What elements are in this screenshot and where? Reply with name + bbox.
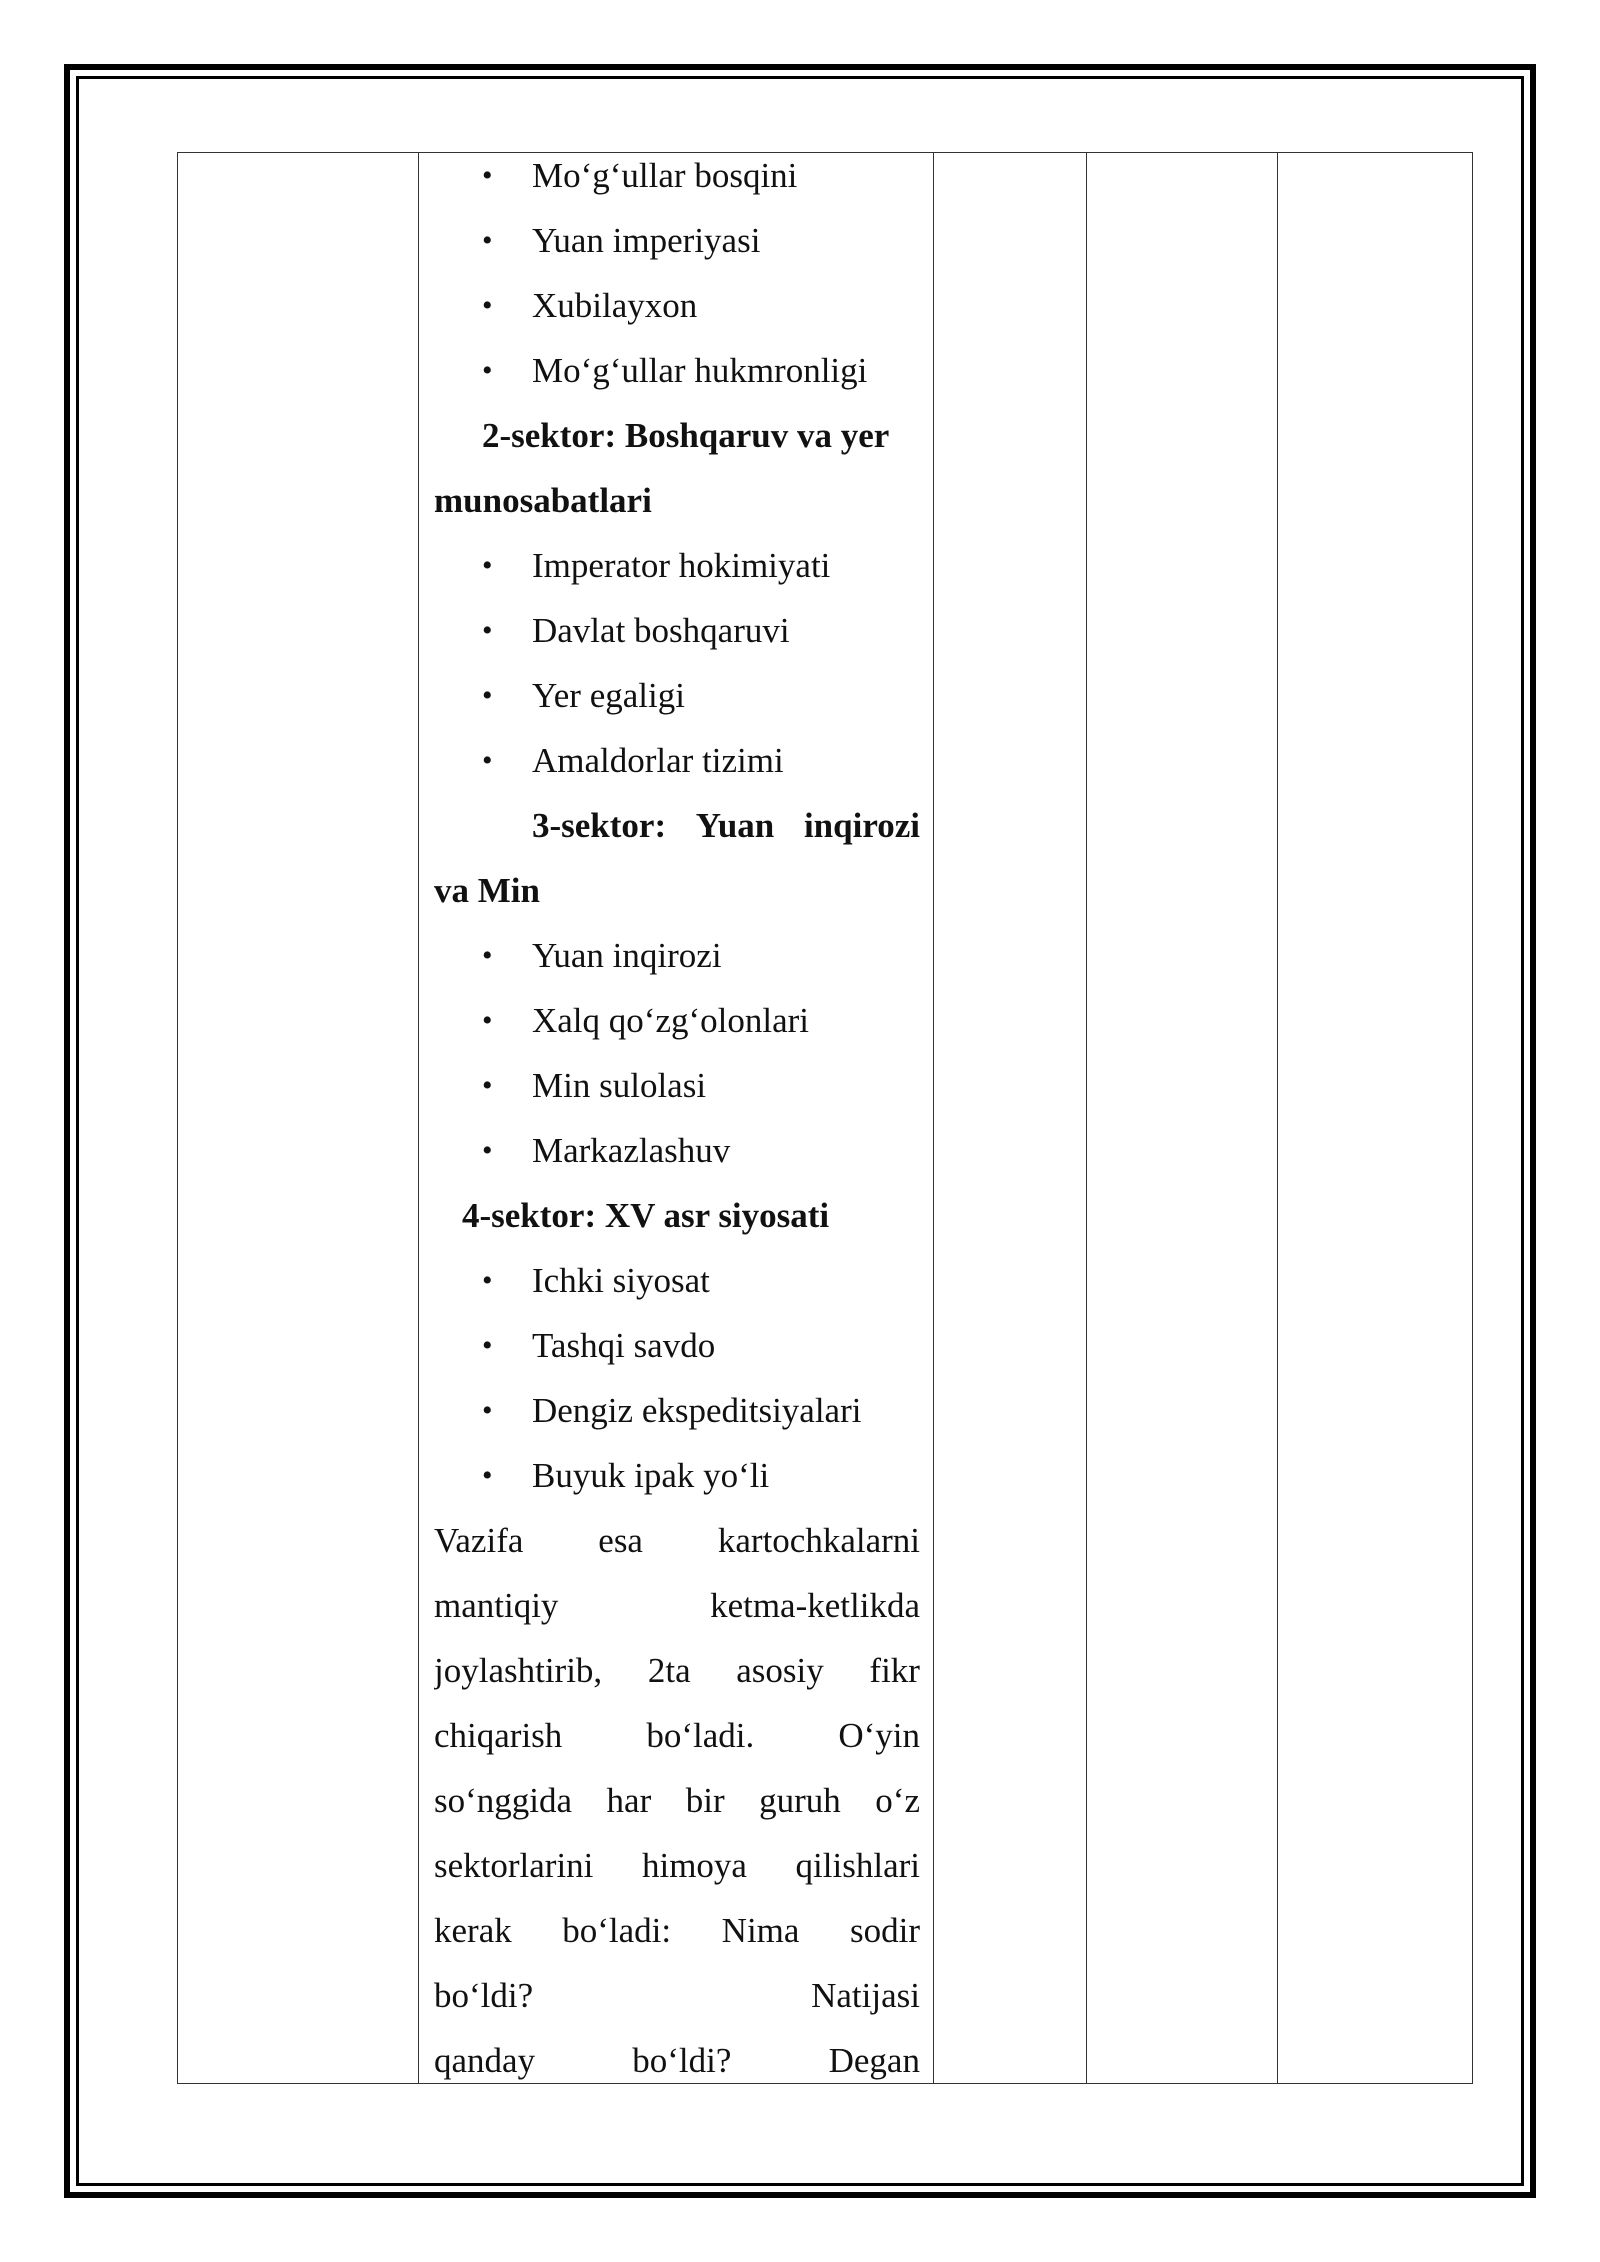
task-paragraph-line: qanday bo‘ldi? Degan <box>434 2041 920 2080</box>
task-paragraph-line: joylashtirib, 2ta asosiy fikr <box>434 1651 920 1690</box>
bullet-icon: • <box>482 1264 493 1297</box>
list-item: • Yuan imperiyasi <box>434 217 920 282</box>
list-item: • Yuan inqirozi <box>434 932 920 997</box>
bullet-icon: • <box>482 289 493 322</box>
bullet-icon: • <box>482 744 493 777</box>
bullet-icon: • <box>482 1069 493 1102</box>
lesson-content-cell <box>434 152 920 2084</box>
sector-4-heading: 4-sektor: XV asr siyosati <box>462 1196 830 1235</box>
bullet-icon: • <box>482 549 493 582</box>
bullet-icon: • <box>482 224 493 257</box>
list-item: • Min sulolasi <box>434 1062 920 1127</box>
list-item: • Davlat boshqaruvi <box>434 607 920 672</box>
bullet-icon: • <box>482 1394 493 1427</box>
list-item: • Xubilayxon <box>434 282 920 347</box>
list-item: • Imperator hokimiyati <box>434 542 920 607</box>
bullet-icon: • <box>482 679 493 712</box>
bullet-icon: • <box>482 1004 493 1037</box>
task-paragraph-line: mantiqiy ketma-ketlikda <box>434 1586 920 1625</box>
bullet-icon: • <box>482 614 493 647</box>
bullet-icon: • <box>482 939 493 972</box>
sector-3-heading-cont: va Min <box>434 871 540 910</box>
bullet-icon: • <box>482 1134 493 1167</box>
task-paragraph-line: chiqarish bo‘ladi. O‘yin <box>434 1716 920 1755</box>
task-paragraph-line: kerak bo‘ladi: Nima sodir <box>434 1911 920 1950</box>
list-item: • Mo‘g‘ullar hukmronligi <box>434 347 920 412</box>
sector-2-heading-cont: munosabatlari <box>434 481 652 520</box>
list-item: • Yer egaligi <box>434 672 920 737</box>
task-paragraph-line: Vazifa esa kartochkalarni <box>434 1521 920 1560</box>
task-paragraph-line: sektorlarini himoya qilishlari <box>434 1846 920 1885</box>
column-divider-2 <box>933 153 934 2083</box>
column-divider-1 <box>418 153 419 2083</box>
task-paragraph-line: bo‘ldi? Natijasi <box>434 1976 920 2015</box>
list-item: • Amaldorlar tizimi <box>434 737 920 802</box>
bullet-icon: • <box>482 1329 493 1362</box>
column-divider-4 <box>1277 153 1278 2083</box>
list-item: • Ichki siyosat <box>434 1257 920 1322</box>
bullet-icon: • <box>482 159 493 192</box>
task-paragraph-line: so‘nggida har bir guruh o‘z <box>434 1781 920 1820</box>
sector-2-heading: 2-sektor: Boshqaruv va yer <box>482 416 890 455</box>
list-item: • Mo‘g‘ullar bosqini <box>434 152 920 217</box>
list-item: • Buyuk ipak yo‘li <box>434 1452 920 1517</box>
list-item: • Dengiz ekspeditsiyalari <box>434 1387 920 1452</box>
list-item: • Markazlashuv <box>434 1127 920 1192</box>
column-divider-3 <box>1086 153 1087 2083</box>
bullet-icon: • <box>482 354 493 387</box>
sector-3-heading: 3-sektor: Yuan inqirozi <box>532 806 920 845</box>
list-item: • Tashqi savdo <box>434 1322 920 1387</box>
bullet-icon: • <box>482 1459 493 1492</box>
list-item: • Xalq qo‘zg‘olonlari <box>434 997 920 1062</box>
